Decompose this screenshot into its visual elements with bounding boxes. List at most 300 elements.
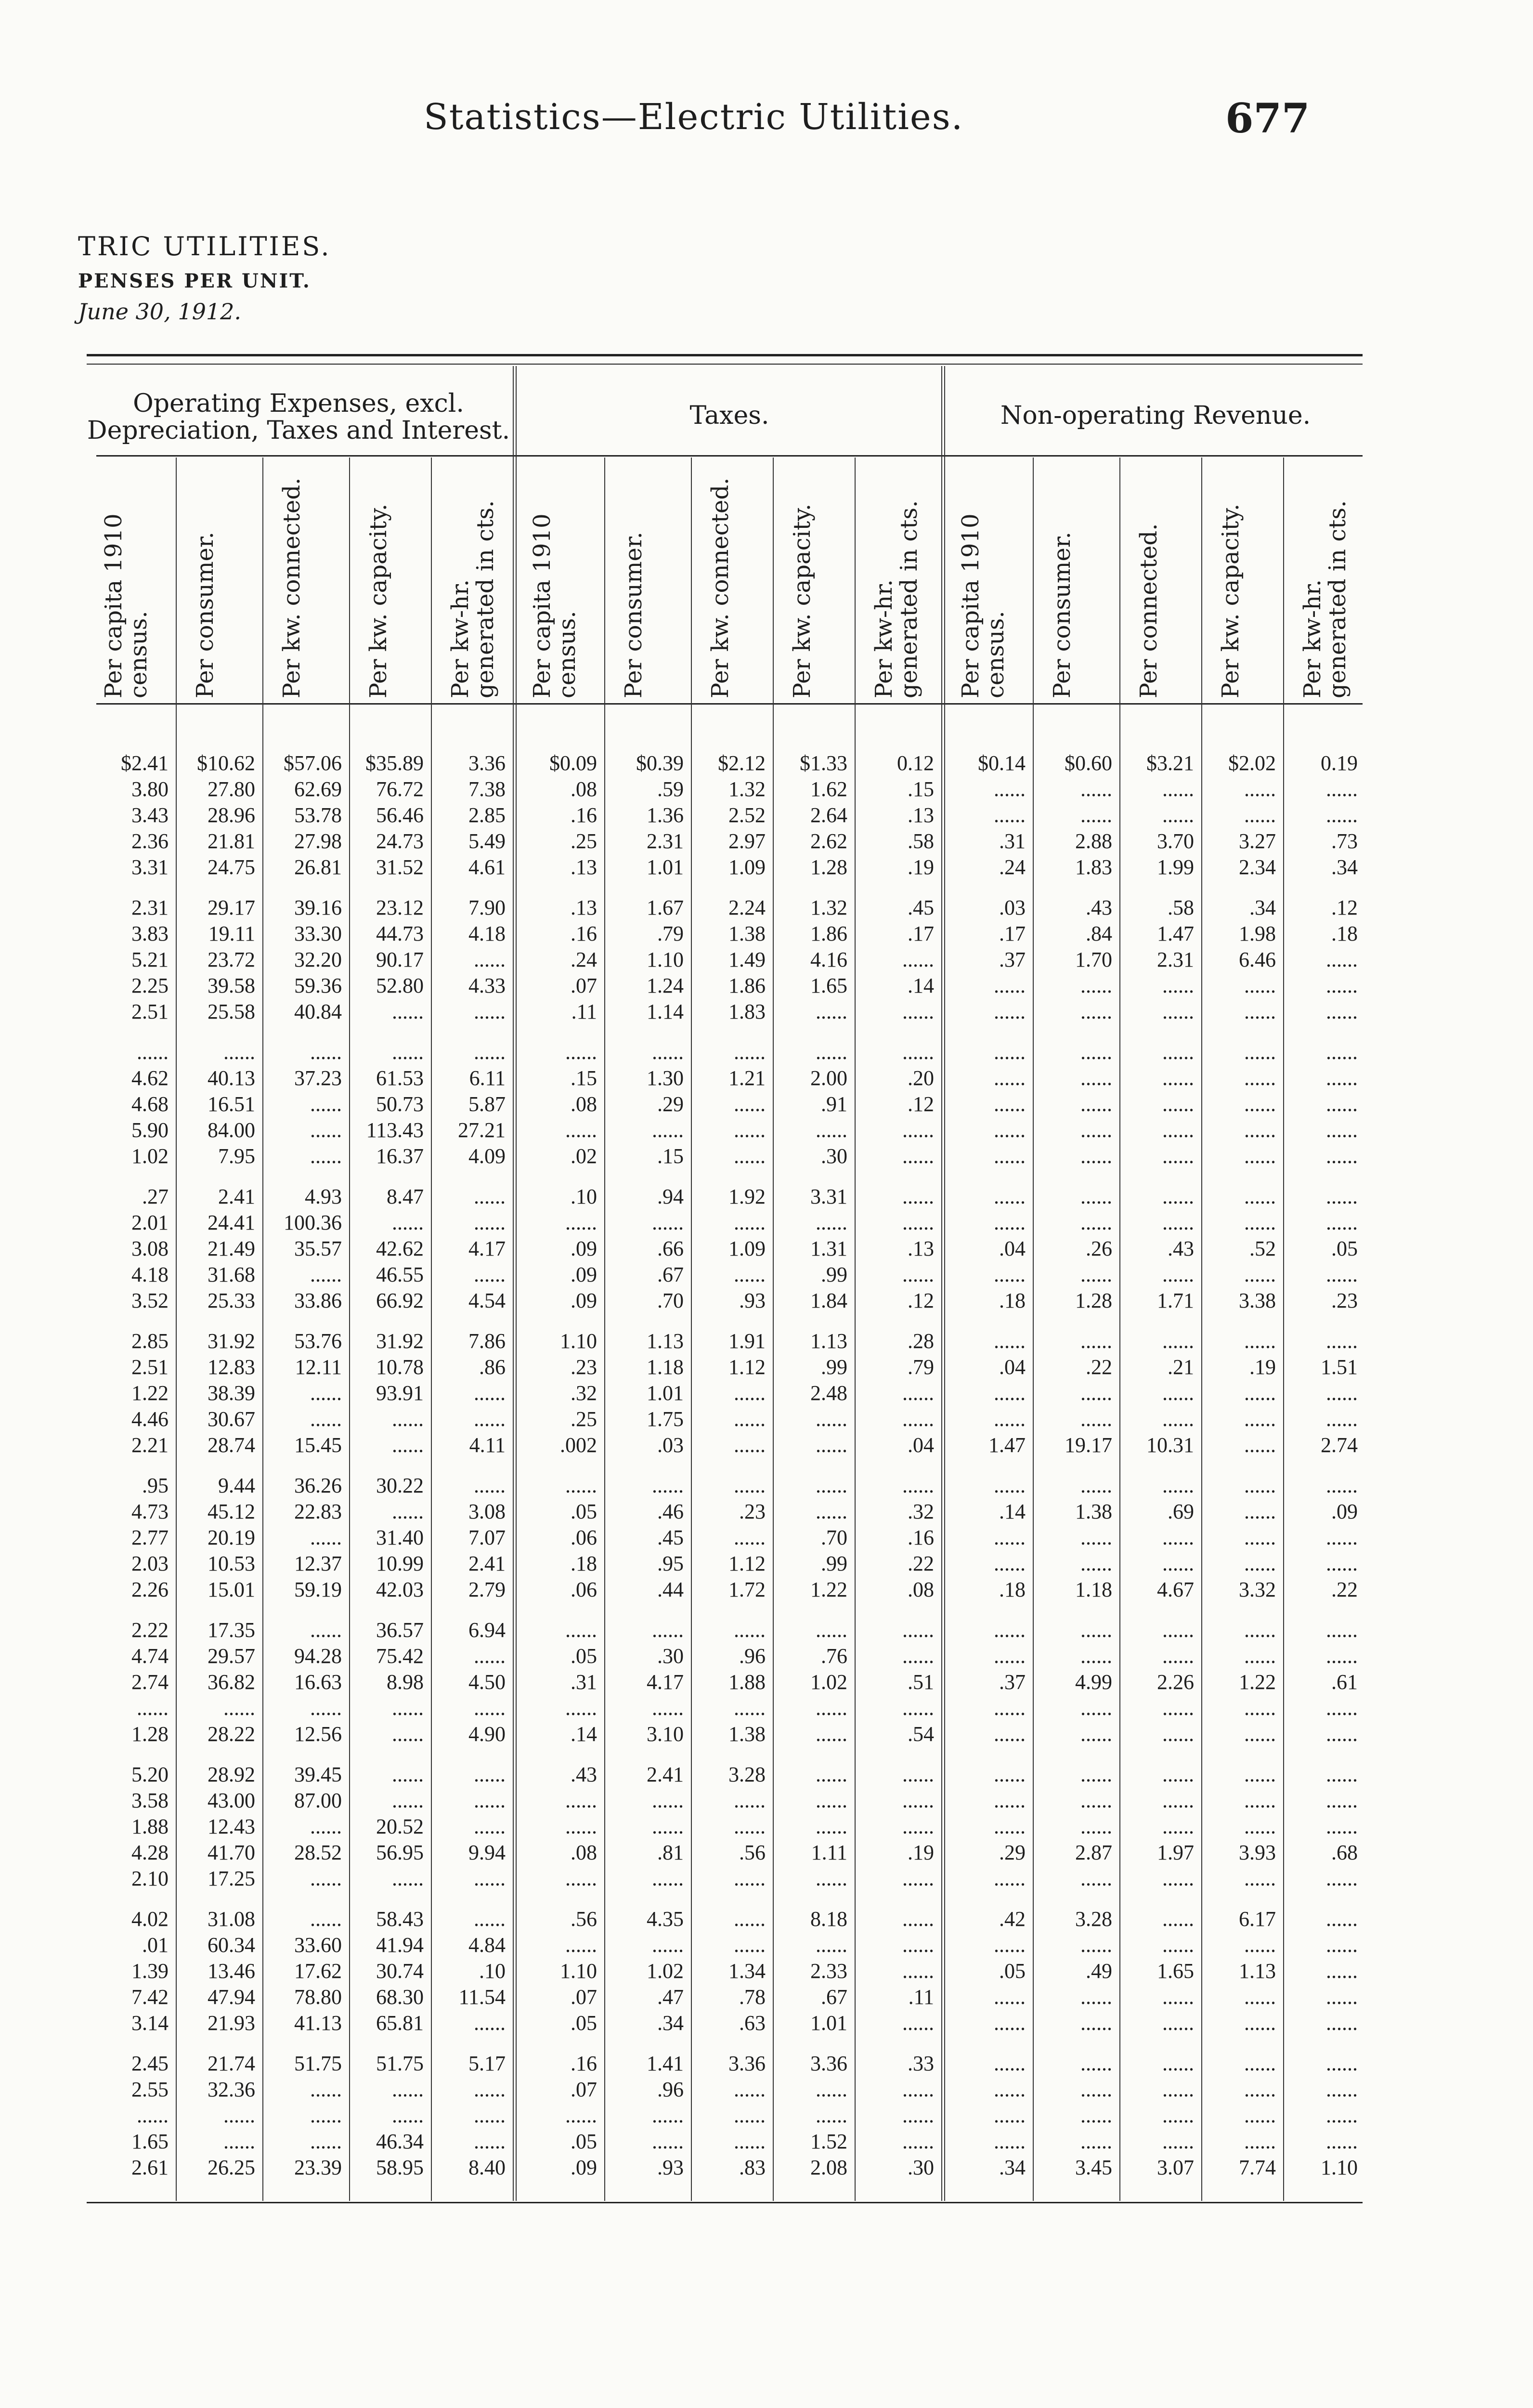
table-cell: ...... bbox=[1326, 1381, 1358, 1405]
table-cell: 32.36 bbox=[208, 2078, 255, 2101]
table-cell: ...... bbox=[652, 1933, 684, 1957]
table-cell: ...... bbox=[994, 1092, 1026, 1116]
table-cell: ...... bbox=[734, 1040, 766, 1064]
table-cell: .52 bbox=[1249, 1237, 1276, 1260]
table-cell: ...... bbox=[1162, 1789, 1194, 1812]
table-cell: ...... bbox=[1244, 1118, 1276, 1142]
table-cell: 13.46 bbox=[208, 1959, 255, 1983]
table-cell: ...... bbox=[223, 1696, 255, 1720]
table-cell: ...... bbox=[816, 1474, 847, 1497]
table-cell: 4.61 bbox=[468, 855, 506, 879]
table-cell: ...... bbox=[1244, 1381, 1276, 1405]
table-cell: ...... bbox=[392, 1867, 424, 1890]
table-cell: ...... bbox=[994, 803, 1026, 827]
table-cell: 1.14 bbox=[647, 1000, 684, 1023]
group-header: Non-operating Revenue. bbox=[1000, 401, 1311, 430]
column-header: Per kw-hr. generated in cts. bbox=[870, 500, 922, 698]
table-cell: 4.54 bbox=[468, 1289, 506, 1312]
table-cell: 1.22 bbox=[1239, 1670, 1276, 1694]
table-cell: 2.51 bbox=[131, 1355, 169, 1379]
column-separator bbox=[855, 458, 856, 2201]
column-separator bbox=[176, 458, 177, 2201]
table-cell: ...... bbox=[1080, 1618, 1112, 1642]
table-cell: 3.38 bbox=[1239, 1289, 1276, 1312]
table-cell: ...... bbox=[1244, 1433, 1276, 1457]
table-cell: 25.58 bbox=[208, 1000, 255, 1023]
table-cell: 15.01 bbox=[208, 1578, 255, 1601]
table-cell: 2.25 bbox=[131, 974, 169, 997]
table-cell: ...... bbox=[1326, 2130, 1358, 2153]
table-cell: 8.40 bbox=[468, 2156, 506, 2179]
table-cell: ...... bbox=[1162, 1407, 1194, 1431]
table-cell: .13 bbox=[908, 1237, 934, 1260]
table-cell: 78.80 bbox=[294, 1985, 342, 2009]
table-cell: ...... bbox=[474, 1907, 506, 1931]
table-cell: .56 bbox=[739, 1841, 766, 1864]
table-cell: 4.90 bbox=[468, 1722, 506, 1746]
table-cell: 12.43 bbox=[208, 1815, 255, 1838]
table-cell: $2.41 bbox=[121, 751, 169, 775]
table-cell: 93.91 bbox=[376, 1381, 424, 1405]
table-cell: ...... bbox=[994, 1933, 1026, 1957]
table-cell: ...... bbox=[1080, 1644, 1112, 1668]
table-cell: .15 bbox=[571, 1066, 597, 1090]
table-cell: ...... bbox=[1244, 1867, 1276, 1890]
table-cell: ...... bbox=[310, 2104, 342, 2127]
table-cell: 2.55 bbox=[131, 2078, 169, 2101]
table-cell: .21 bbox=[1168, 1355, 1194, 1379]
table-cell: ...... bbox=[392, 1040, 424, 1064]
table-cell: 27.21 bbox=[458, 1118, 506, 1142]
table-cell: $2.02 bbox=[1228, 751, 1276, 775]
table-cell: 2.00 bbox=[810, 1066, 847, 1090]
table-cell: 15.45 bbox=[294, 1433, 342, 1457]
table-cell: 1.10 bbox=[560, 1959, 597, 1983]
table-cell: ...... bbox=[223, 1040, 255, 1064]
table-cell: .19 bbox=[908, 1841, 934, 1864]
table-cell: ...... bbox=[734, 2130, 766, 2153]
table-cell: .14 bbox=[908, 974, 934, 997]
table-cell: .26 bbox=[1086, 1237, 1112, 1260]
table-cell: .83 bbox=[739, 2156, 766, 2179]
table-cell: ...... bbox=[1162, 1381, 1194, 1405]
table-cell: .18 bbox=[999, 1578, 1026, 1601]
table-cell: ...... bbox=[1080, 1211, 1112, 1234]
table-cell: ...... bbox=[1326, 1959, 1358, 1983]
table-cell: ...... bbox=[994, 1329, 1026, 1353]
table-cell: .66 bbox=[657, 1237, 684, 1260]
table-cell: .12 bbox=[908, 1289, 934, 1312]
table-cell: .04 bbox=[999, 1237, 1026, 1260]
group-header: Operating Expenses, excl. Depreciation, Taxes and Interest. bbox=[87, 389, 510, 445]
table-cell: ...... bbox=[1244, 1211, 1276, 1234]
table-cell: .79 bbox=[908, 1355, 934, 1379]
table-cell: ...... bbox=[1162, 1907, 1194, 1931]
table-cell: .08 bbox=[571, 777, 597, 801]
table-cell: 2.64 bbox=[810, 803, 847, 827]
table-cell: 1.51 bbox=[1321, 1355, 1358, 1379]
table-cell: ...... bbox=[565, 1040, 597, 1064]
table-cell: ...... bbox=[1080, 2130, 1112, 2153]
table-cell: ...... bbox=[1244, 1985, 1276, 2009]
table-cell: 4.35 bbox=[647, 1907, 684, 1931]
table-cell: ...... bbox=[1162, 1933, 1194, 1957]
table-cell: ...... bbox=[1080, 1329, 1112, 1353]
table-cell: .10 bbox=[571, 1185, 597, 1208]
column-header: Per consumer. bbox=[1049, 532, 1076, 698]
table-cell: 7.07 bbox=[468, 1526, 506, 1549]
table-cell: ...... bbox=[994, 1211, 1026, 1234]
table-cell: ...... bbox=[310, 1263, 342, 1286]
table-cell: 4.68 bbox=[131, 1092, 169, 1116]
table-cell: 3.80 bbox=[131, 777, 169, 801]
table-cell: .56 bbox=[571, 1907, 597, 1931]
table-cell: 26.25 bbox=[208, 2156, 255, 2179]
table-cell: .02 bbox=[571, 1144, 597, 1168]
table-cell: ...... bbox=[392, 2078, 424, 2101]
table-cell: ...... bbox=[902, 1000, 934, 1023]
table-cell: .13 bbox=[908, 803, 934, 827]
table-cell: 2.85 bbox=[131, 1329, 169, 1353]
table-cell: 21.49 bbox=[208, 1237, 255, 1260]
table-cell: .79 bbox=[657, 922, 684, 945]
table-cell: ...... bbox=[1326, 1118, 1358, 1142]
table-cell: ...... bbox=[474, 1263, 506, 1286]
table-cell: ...... bbox=[565, 2104, 597, 2127]
table-cell: 1.62 bbox=[810, 777, 847, 801]
table-cell: ...... bbox=[994, 974, 1026, 997]
table-cell: .34 bbox=[657, 2011, 684, 2035]
top-rule-thin bbox=[87, 364, 1363, 365]
table-cell: 21.93 bbox=[208, 2011, 255, 2035]
table-cell: .10 bbox=[479, 1959, 506, 1983]
table-cell: ...... bbox=[902, 1763, 934, 1786]
table-cell: ...... bbox=[1326, 1526, 1358, 1549]
table-cell: .03 bbox=[999, 896, 1026, 919]
table-cell: ...... bbox=[816, 1000, 847, 1023]
table-cell: 4.99 bbox=[1075, 1670, 1112, 1694]
table-cell: .22 bbox=[1086, 1355, 1112, 1379]
table-cell: .18 bbox=[999, 1289, 1026, 1312]
table-cell: .33 bbox=[908, 2052, 934, 2075]
table-cell: ...... bbox=[1080, 1933, 1112, 1957]
table-cell: ...... bbox=[902, 2130, 934, 2153]
table-cell: 16.63 bbox=[294, 1670, 342, 1694]
table-cell: 3.45 bbox=[1075, 2156, 1112, 2179]
table-cell: 46.34 bbox=[376, 2130, 424, 2153]
table-cell: 40.13 bbox=[208, 1066, 255, 1090]
table-cell: ...... bbox=[1244, 2078, 1276, 2101]
table-cell: 4.11 bbox=[469, 1433, 506, 1457]
table-cell: 6.46 bbox=[1239, 948, 1276, 971]
table-cell: 2.62 bbox=[810, 829, 847, 853]
table-cell: 2.21 bbox=[131, 1433, 169, 1457]
table-cell: .09 bbox=[571, 2156, 597, 2179]
table-cell: 1.71 bbox=[1157, 1289, 1194, 1312]
table-cell: 24.75 bbox=[208, 855, 255, 879]
table-cell: 2.22 bbox=[131, 1618, 169, 1642]
table-cell: .44 bbox=[657, 1578, 684, 1601]
table-cell: ...... bbox=[1162, 1000, 1194, 1023]
table-cell: ...... bbox=[392, 1789, 424, 1812]
table-cell: 27.98 bbox=[294, 829, 342, 853]
table-cell: 1.88 bbox=[131, 1815, 169, 1838]
table-cell: .07 bbox=[571, 2078, 597, 2101]
table-cell: ...... bbox=[1162, 1211, 1194, 1234]
table-cell: $0.14 bbox=[978, 751, 1026, 775]
table-cell: 37.23 bbox=[294, 1066, 342, 1090]
top-rule bbox=[87, 354, 1363, 356]
table-cell: 1.41 bbox=[647, 2052, 684, 2075]
table-cell: ...... bbox=[1080, 1722, 1112, 1746]
table-cell: ...... bbox=[902, 1474, 934, 1497]
table-cell: 19.11 bbox=[208, 922, 255, 945]
table-cell: ...... bbox=[652, 1474, 684, 1497]
table-cell: ...... bbox=[1162, 1092, 1194, 1116]
table-cell: 68.30 bbox=[376, 1985, 424, 2009]
column-header: Per kw. connected. bbox=[707, 477, 734, 698]
table-cell: $10.62 bbox=[197, 751, 255, 775]
table-cell: 1.30 bbox=[647, 1066, 684, 1090]
table-cell: $35.89 bbox=[365, 751, 424, 775]
table-cell: .49 bbox=[1086, 1959, 1112, 1983]
table-cell: ...... bbox=[474, 1407, 506, 1431]
table-cell: ...... bbox=[652, 2104, 684, 2127]
table-cell: 58.95 bbox=[376, 2156, 424, 2179]
table-cell: ...... bbox=[1326, 777, 1358, 801]
table-cell: ...... bbox=[734, 1381, 766, 1405]
table-cell: 29.17 bbox=[208, 896, 255, 919]
table-cell: ...... bbox=[994, 2130, 1026, 2153]
table-cell: ...... bbox=[1326, 1985, 1358, 2009]
table-cell: 2.03 bbox=[131, 1552, 169, 1575]
table-cell: ...... bbox=[1326, 974, 1358, 997]
table-cell: 26.81 bbox=[294, 855, 342, 879]
table-cell: .43 bbox=[1168, 1237, 1194, 1260]
table-cell: ...... bbox=[734, 1789, 766, 1812]
table-cell: ...... bbox=[902, 1144, 934, 1168]
table-subtitle: PENSES PER UNIT. bbox=[78, 270, 311, 292]
table-cell: .95 bbox=[142, 1474, 169, 1497]
column-separator bbox=[604, 458, 605, 2201]
table-cell: 62.69 bbox=[294, 777, 342, 801]
table-cell: .81 bbox=[657, 1841, 684, 1864]
table-cell: 1.12 bbox=[728, 1552, 766, 1575]
table-cell: 3.31 bbox=[810, 1185, 847, 1208]
table-cell: ...... bbox=[1080, 777, 1112, 801]
table-cell: ...... bbox=[1162, 1867, 1194, 1890]
table-cell: ...... bbox=[310, 2130, 342, 2153]
table-cell: 94.28 bbox=[294, 1644, 342, 1668]
table-cell: .63 bbox=[739, 2011, 766, 2035]
table-cell: 30.74 bbox=[376, 1959, 424, 1983]
table-cell: .45 bbox=[908, 896, 934, 919]
table-cell: 4.93 bbox=[305, 1185, 342, 1208]
table-cell: .34 bbox=[999, 2156, 1026, 2179]
table-cell: .12 bbox=[908, 1092, 934, 1116]
table-cell: 3.43 bbox=[131, 803, 169, 827]
table-cell: ...... bbox=[1326, 1329, 1358, 1353]
table-cell: ...... bbox=[1244, 1763, 1276, 1786]
table-cell: ...... bbox=[816, 2104, 847, 2127]
table-cell: .16 bbox=[908, 1526, 934, 1549]
table-cell: ...... bbox=[1244, 803, 1276, 827]
table-cell: ...... bbox=[734, 1474, 766, 1497]
table-cell: .08 bbox=[571, 1841, 597, 1864]
table-cell: ...... bbox=[1162, 1185, 1194, 1208]
table-cell: 1.01 bbox=[647, 855, 684, 879]
table-cell: 1.97 bbox=[1157, 1841, 1194, 1864]
table-cell: ...... bbox=[1080, 1815, 1112, 1838]
table-cell: 2.31 bbox=[131, 896, 169, 919]
table-cell: 53.78 bbox=[294, 803, 342, 827]
table-cell: 0.12 bbox=[897, 751, 934, 775]
table-cell: 10.99 bbox=[376, 1552, 424, 1575]
table-cell: ...... bbox=[310, 1907, 342, 1931]
table-cell: .73 bbox=[1331, 829, 1358, 853]
table-cell: .78 bbox=[739, 1985, 766, 2009]
table-cell: .22 bbox=[1331, 1578, 1358, 1601]
table-cell: 12.56 bbox=[294, 1722, 342, 1746]
table-cell: 3.08 bbox=[468, 1500, 506, 1523]
table-cell: 1.13 bbox=[810, 1329, 847, 1353]
table-cell: 23.72 bbox=[208, 948, 255, 971]
table-cell: ...... bbox=[902, 1381, 934, 1405]
table-cell: .20 bbox=[908, 1066, 934, 1090]
table-cell: 20.52 bbox=[376, 1815, 424, 1838]
table-cell: 1.22 bbox=[810, 1578, 847, 1601]
table-cell: 3.36 bbox=[728, 2052, 766, 2075]
table-cell: 1.38 bbox=[728, 1722, 766, 1746]
table-cell: ...... bbox=[1326, 1185, 1358, 1208]
table-cell: .04 bbox=[999, 1355, 1026, 1379]
table-cell: ...... bbox=[1162, 2104, 1194, 2127]
table-cell: 2.74 bbox=[1321, 1433, 1358, 1457]
table-cell: 1.01 bbox=[810, 2011, 847, 2035]
table-cell: 7.95 bbox=[218, 1144, 255, 1168]
table-cell: ...... bbox=[1244, 1407, 1276, 1431]
column-header: Per consumer. bbox=[192, 532, 219, 698]
table-cell: 2.74 bbox=[131, 1670, 169, 1694]
column-header-rule bbox=[96, 703, 1363, 705]
table-cell: 10.78 bbox=[376, 1355, 424, 1379]
table-cell: ...... bbox=[994, 1763, 1026, 1786]
table-cell: ...... bbox=[392, 1722, 424, 1746]
table-cell: ...... bbox=[994, 2104, 1026, 2127]
table-cell: 28.96 bbox=[208, 803, 255, 827]
table-cell: ...... bbox=[652, 1696, 684, 1720]
table-cell: 5.17 bbox=[468, 2052, 506, 2075]
table-cell: 1.10 bbox=[1321, 2156, 1358, 2179]
table-cell: ...... bbox=[994, 1407, 1026, 1431]
column-separator bbox=[691, 458, 692, 2201]
table-cell: ...... bbox=[902, 1815, 934, 1838]
table-cell: ...... bbox=[1326, 1907, 1358, 1931]
table-cell: ...... bbox=[1326, 2078, 1358, 2101]
table-cell: .58 bbox=[1168, 896, 1194, 919]
table-cell: ...... bbox=[310, 2078, 342, 2101]
table-cell: 8.47 bbox=[387, 1185, 424, 1208]
table-cell: 12.11 bbox=[295, 1355, 342, 1379]
table-cell: ...... bbox=[1080, 2104, 1112, 2127]
table-cell: ...... bbox=[1244, 2104, 1276, 2127]
table-cell: 1.02 bbox=[131, 1144, 169, 1168]
table-cell: 39.58 bbox=[208, 974, 255, 997]
table-cell: ...... bbox=[565, 1618, 597, 1642]
table-cell: ...... bbox=[310, 1867, 342, 1890]
table-cell: .03 bbox=[657, 1433, 684, 1457]
table-cell: 27.80 bbox=[208, 777, 255, 801]
table-cell: ...... bbox=[137, 2104, 169, 2127]
table-cell: 41.94 bbox=[376, 1933, 424, 1957]
table-cell: ...... bbox=[392, 1433, 424, 1457]
table-cell: ...... bbox=[1162, 2130, 1194, 2153]
table-cell: ...... bbox=[565, 1211, 597, 1234]
table-cell: 1.91 bbox=[728, 1329, 766, 1353]
table-cell: ...... bbox=[1244, 1040, 1276, 1064]
table-cell: 100.36 bbox=[284, 1211, 342, 1234]
table-cell: $2.12 bbox=[718, 751, 766, 775]
table-cell: ...... bbox=[816, 1407, 847, 1431]
table-cell: 2.97 bbox=[728, 829, 766, 853]
table-cell: ...... bbox=[565, 1867, 597, 1890]
table-cell: ...... bbox=[1162, 1815, 1194, 1838]
table-cell: .37 bbox=[999, 1670, 1026, 1694]
table-cell: ...... bbox=[1080, 1867, 1112, 1890]
table-cell: 1.72 bbox=[728, 1578, 766, 1601]
table-cell: 3.58 bbox=[131, 1789, 169, 1812]
column-header: Per connected. bbox=[1135, 523, 1162, 698]
table-cell: 7.42 bbox=[131, 1985, 169, 2009]
table-cell: ...... bbox=[474, 2104, 506, 2127]
table-cell: 0.19 bbox=[1321, 751, 1358, 775]
table-cell: 75.42 bbox=[376, 1644, 424, 1668]
table-cell: ...... bbox=[816, 2078, 847, 2101]
table-cell: 3.28 bbox=[728, 1763, 766, 1786]
table-cell: ...... bbox=[994, 1066, 1026, 1090]
table-cell: 1.49 bbox=[728, 948, 766, 971]
table-cell: ...... bbox=[734, 1263, 766, 1286]
column-header: Per kw-hr. generated in cts. bbox=[1299, 500, 1351, 698]
table-cell: 5.21 bbox=[131, 948, 169, 971]
table-cell: 21.81 bbox=[208, 829, 255, 853]
table-cell: ...... bbox=[994, 1696, 1026, 1720]
table-cell: ...... bbox=[1244, 2130, 1276, 2153]
table-cell: ...... bbox=[994, 2078, 1026, 2101]
table-cell: .99 bbox=[821, 1263, 847, 1286]
table-cell: 1.88 bbox=[728, 1670, 766, 1694]
table-cell: ...... bbox=[392, 1500, 424, 1523]
table-cell: 50.73 bbox=[376, 1092, 424, 1116]
table-cell: 2.01 bbox=[131, 1211, 169, 1234]
table-cell: 5.49 bbox=[468, 829, 506, 853]
table-cell: .70 bbox=[657, 1289, 684, 1312]
table-cell: 16.37 bbox=[376, 1144, 424, 1168]
table-cell: ...... bbox=[1244, 1000, 1276, 1023]
table-cell: ...... bbox=[1326, 1092, 1358, 1116]
table-cell: ...... bbox=[994, 2011, 1026, 2035]
table-cell: ...... bbox=[565, 1815, 597, 1838]
table-cell: ...... bbox=[1162, 1696, 1194, 1720]
table-cell: 28.92 bbox=[208, 1763, 255, 1786]
table-cell: 42.03 bbox=[376, 1578, 424, 1601]
table-cell: ...... bbox=[734, 1433, 766, 1457]
table-cell: 2.45 bbox=[131, 2052, 169, 2075]
table-cell: 4.17 bbox=[647, 1670, 684, 1694]
table-cell: ...... bbox=[1162, 1763, 1194, 1786]
table-cell: 2.33 bbox=[810, 1959, 847, 1983]
column-header: Per kw. capacity. bbox=[789, 503, 816, 698]
